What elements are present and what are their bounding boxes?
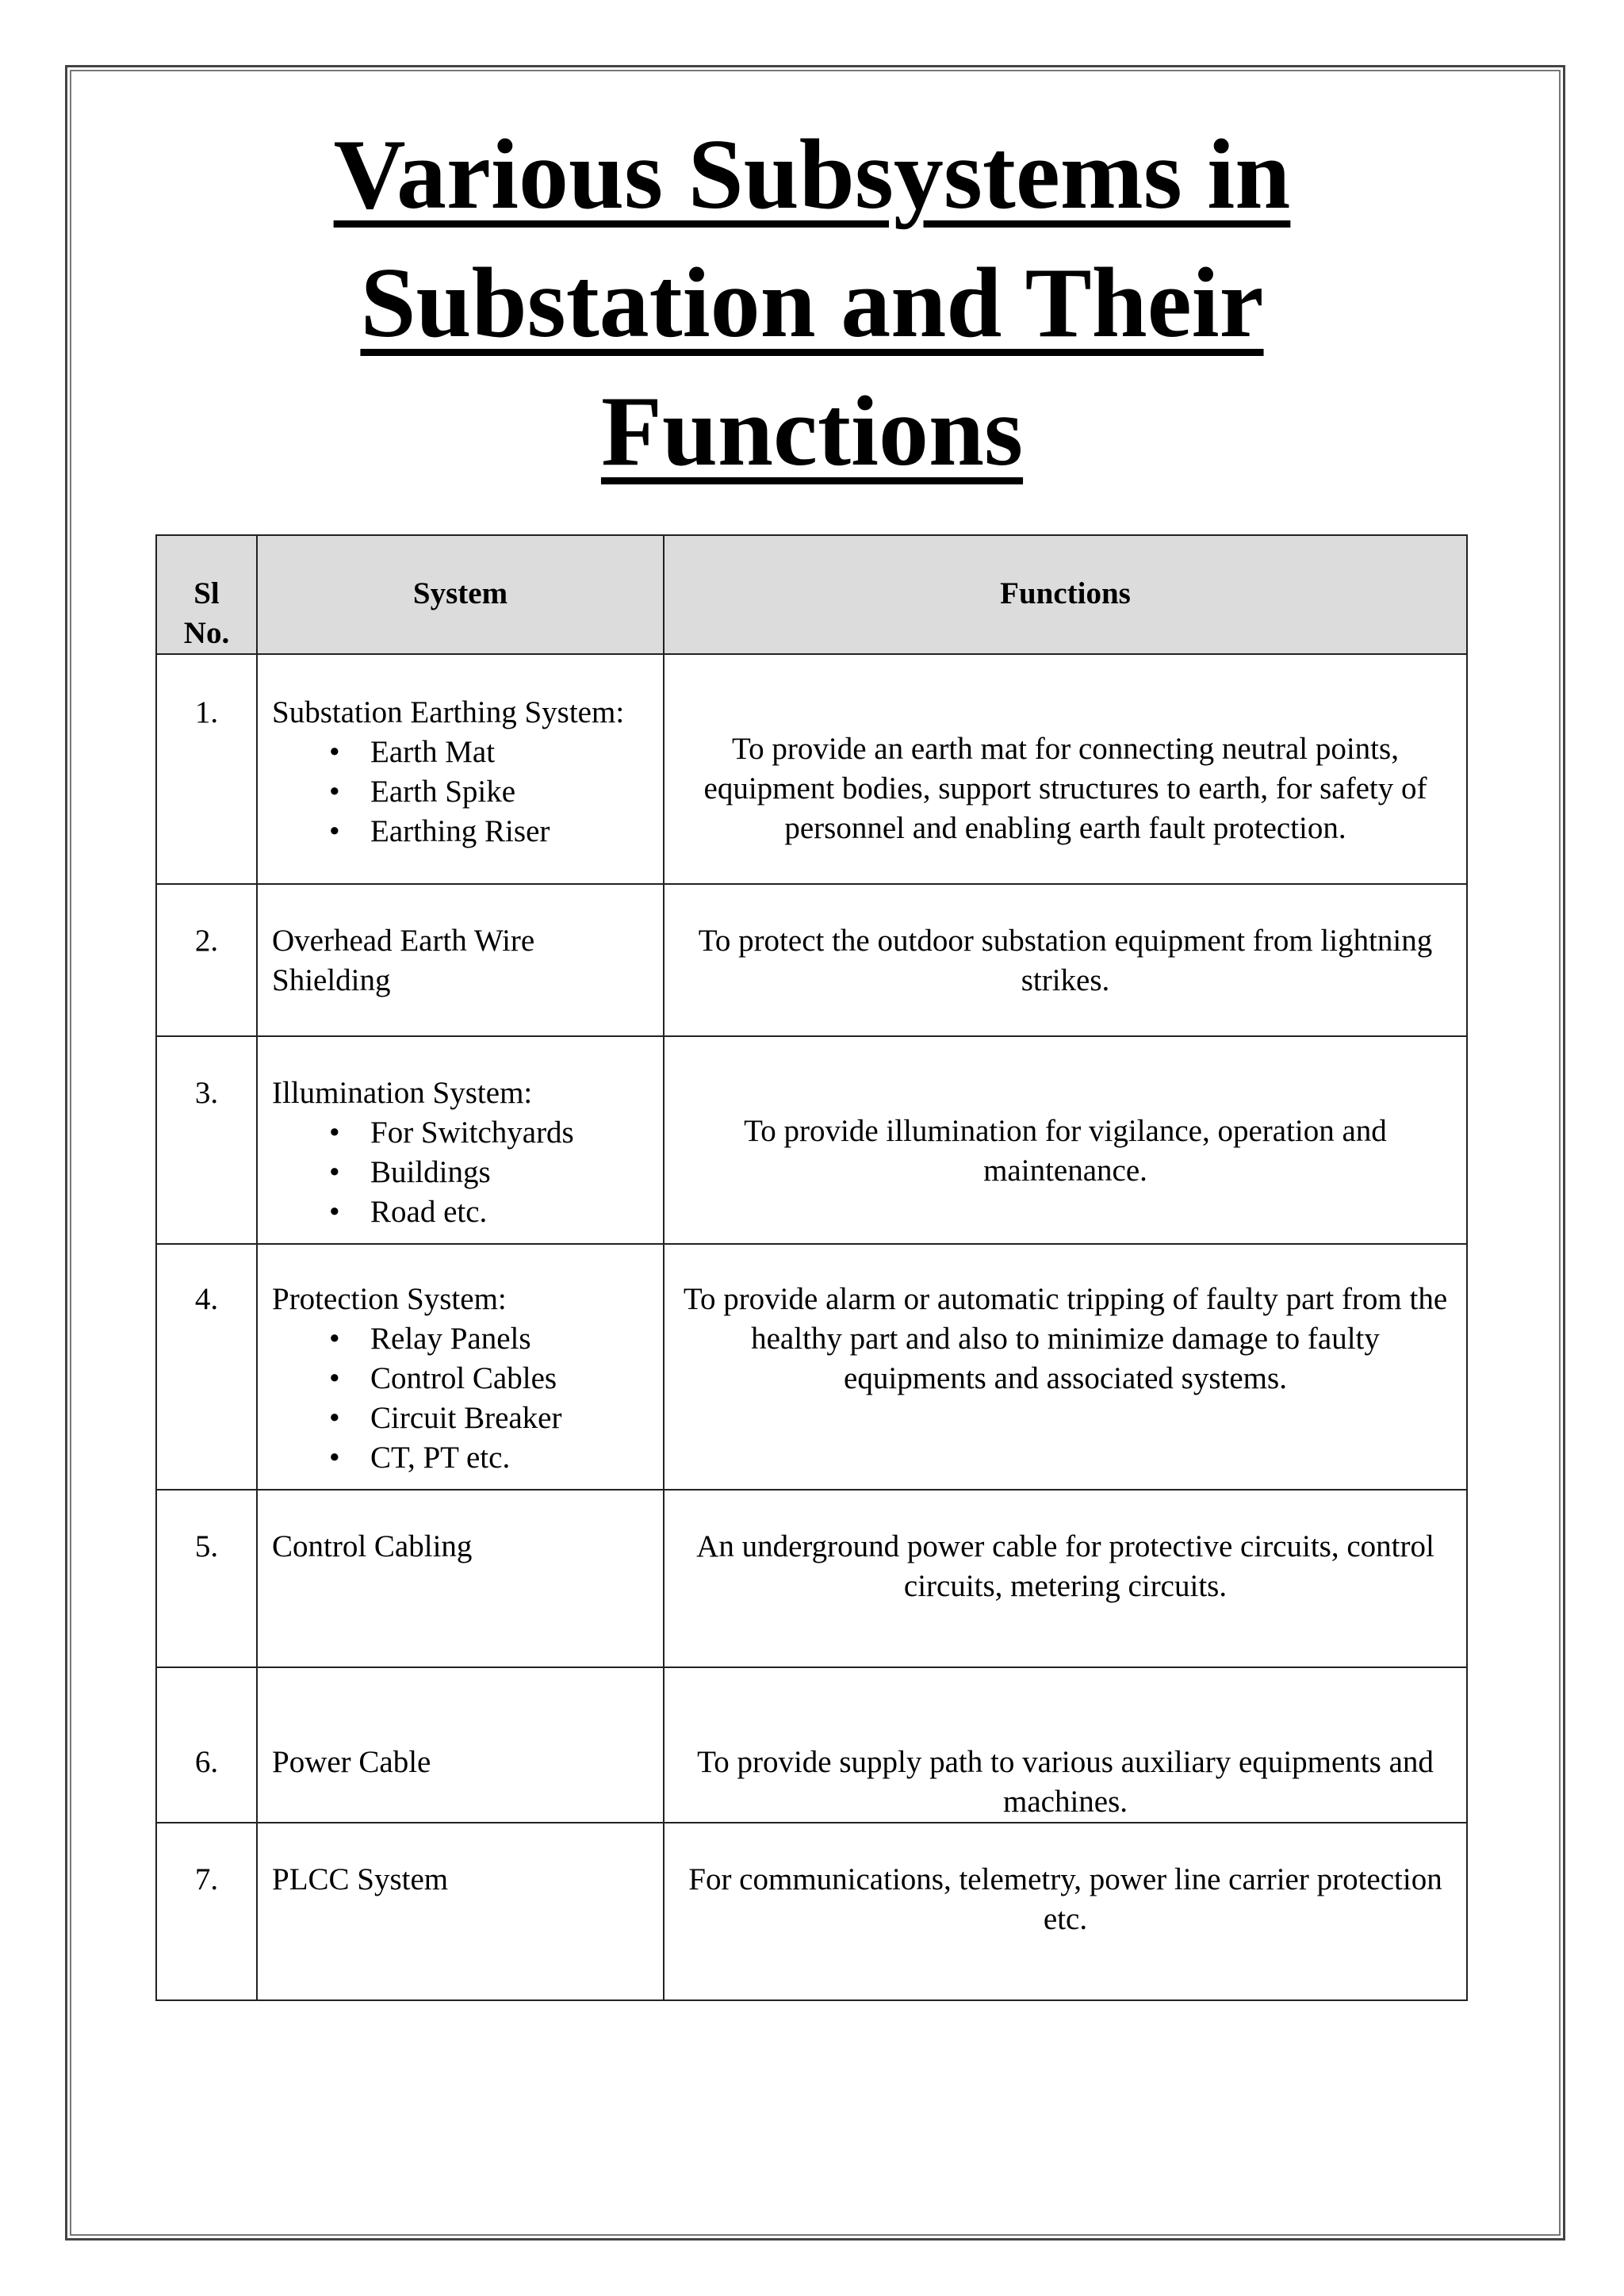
system-name: Illumination System: [272, 1076, 533, 1110]
system-name: Protection System: [272, 1282, 507, 1316]
function-cell: To protect the outdoor substation equipment from lightning strikes. [664, 884, 1467, 1036]
row-number: 4. [156, 1244, 257, 1490]
bullet-icon: • [329, 814, 340, 848]
subsystems-table [155, 534, 1468, 2001]
list-item: • CT, PT etc. [329, 1438, 655, 1478]
row-number: 2. [156, 884, 257, 1036]
list-item: • Circuit Breaker [329, 1399, 655, 1438]
function-cell: To provide supply path to various auxiliary equipments and machines. [664, 1667, 1467, 1823]
system-items-list [272, 1319, 655, 1478]
function-cell: For communications, telemetry, power line carrier protection etc. [664, 1823, 1467, 2000]
list-item: • Earthing Riser [329, 812, 655, 851]
title-line-1: Various Subsystems in [333, 120, 1291, 230]
page-title [0, 111, 1624, 496]
system-name: Overhead Earth Wire Shielding [257, 884, 664, 1036]
title-line-3: Functions [600, 377, 1024, 487]
function-cell: An underground power cable for protective circuits, control circuits, metering circuits. [664, 1490, 1467, 1667]
row-number: 3. [156, 1036, 257, 1244]
table-row [156, 1036, 1467, 1244]
table-row [156, 654, 1467, 884]
table-row [156, 884, 1467, 1036]
bullet-icon: • [329, 1401, 340, 1435]
title-line-2: Substation and Their [360, 248, 1264, 358]
bullet-icon: • [329, 1115, 340, 1150]
system-cell [257, 1036, 664, 1244]
bullet-icon: • [329, 1322, 340, 1356]
system-name: Control Cabling [257, 1490, 664, 1667]
header-sl-no: Sl No. [156, 535, 257, 654]
system-cell [257, 1244, 664, 1490]
table-row [156, 1244, 1467, 1490]
list-item: • For Switchyards [329, 1113, 655, 1153]
table-row [156, 1667, 1467, 1823]
table-row [156, 1490, 1467, 1667]
bullet-icon: • [329, 1361, 340, 1395]
list-item: • Control Cables [329, 1359, 655, 1399]
row-number: 6. [156, 1667, 257, 1823]
row-number: 1. [156, 654, 257, 884]
bullet-icon: • [329, 1195, 340, 1229]
table-row [156, 1823, 1467, 2000]
row-number: 5. [156, 1490, 257, 1667]
bullet-icon: • [329, 1155, 340, 1189]
row-number: 7. [156, 1823, 257, 2000]
system-items-list [272, 1113, 655, 1232]
list-item: • Earth Spike [329, 772, 655, 812]
list-item: • Relay Panels [329, 1319, 655, 1359]
bullet-icon: • [329, 1441, 340, 1475]
header-functions: Functions [664, 535, 1467, 654]
system-items-list [272, 733, 655, 851]
table-header-row [156, 535, 1467, 654]
header-system: System [257, 535, 664, 654]
system-name: PLCC System [257, 1823, 664, 2000]
bullet-icon: • [329, 775, 340, 809]
bullet-icon: • [329, 735, 340, 769]
function-cell: To provide illumination for vigilance, operation and maintenance. [664, 1036, 1467, 1244]
list-item: • Earth Mat [329, 733, 655, 772]
list-item: • Road etc. [329, 1192, 655, 1232]
system-name: Substation Earthing System: [272, 695, 625, 729]
function-cell: To provide alarm or automatic tripping of faulty part from the healthy part and also to minimize damage to faulty equipments and associated systems. [664, 1244, 1467, 1490]
system-name: Power Cable [257, 1667, 664, 1823]
list-item: • Buildings [329, 1153, 655, 1192]
function-cell: To provide an earth mat for connecting neutral points, equipment bodies, support structures to earth, for safety of personnel and enabling earth fault protection. [664, 654, 1467, 884]
system-cell [257, 654, 664, 884]
